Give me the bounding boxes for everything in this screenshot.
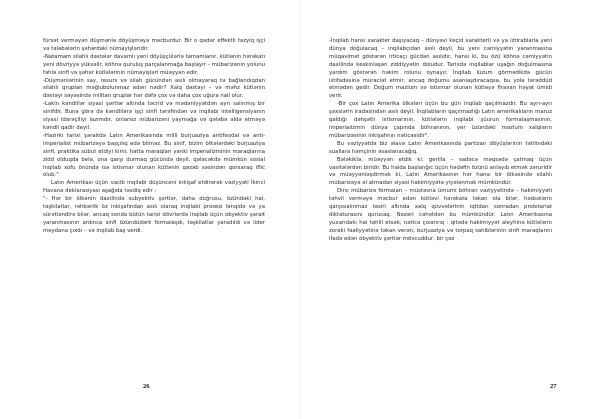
left-page-text-column (43, 38, 265, 236)
left-paragraph-5: -Hazırkı tarixi şəraitdə Latın Amerikasında milli burjuaziya antifeodal və anti-imperialist mübarizəyə başçılıq edə bilməz. Bu sinif, bizim ölkələrdəki burjuaziya sinfi, praktika sübut etdiyi kimi, hətta maraqları yanki imperializminin maraqlarına zidd olduqda belə, ona qarşı durmaq gücündə deyil, qələcəkdə mümkün sosial inqilab xofu önündə isə istismar olunan kütlənin qəzəb səsindən qorxaraq iflic olub." (43, 132, 265, 179)
right-paragraph-3: Bu vəziyyətdə biz əlavə Latın Amerikasında partizan döyüşlərinin tətilindəki suallara həmçinin əsaslanacağıq. (329, 140, 552, 155)
right-paragraph-4: Bələkiklə, müəyyən etdik ki, gerilla – sadəcə məqsədə çatmaq üçün vasitələrdən biridir. Bu halda başlanğıc üçün hədəfin özünü anlayıb etmək zəruridir və müəyyənləşdirmək ki, Latın Amerikasının hər hansı bir ölkəsində silahlı mübarizəyə əl atmadan siyasi hakimiyyətə yiyələnmək mümkündür. (329, 156, 552, 187)
left-paragraph-4: -Lakin kəndlilər siyasi şərtlər altında təcrid və mədəniyyətdən ayrı salınmış bir sinifdir. Buna görə də kəndlilərə işçi sinfi tərəfindən və inqilabi intelligensiyanın siyasi idarəçiliyi lazımdır, onlarsız mübarizəni yaymağa və qələbə əldə etməyə kəndli qadir deyil. (43, 101, 265, 131)
left-paragraph-1: fürsət verməyən düşmənlə döyüşməyə məcburdur. Bir o qədər effektli təzyiq işçi və tələbələrin şəhərdəki nümayişləridir. (43, 38, 265, 52)
left-paragraph-2: -Natamam silahlı dəstələr davamlı yeni döyüşçülərlə tamamlanır, kütlənin hərəkatı yeni dövriyyə yüksəlir, köhnə quruluş parçalanmağa başlayır – mübarizənin yolunu fəhlə sinfi və şəhər kütlələrinin nümayişləri müəyyən edir. (43, 53, 265, 76)
left-paragraph-3: -Düşmənlərinin say, resurs və silah gücündən asılı olmayaraq tə bağlandıqdan silahlı qruplan məğlubolunmaz edən nədir? Xalq dəstəyi – və məhz kütlənin dəstəyi səyəsində militan qruplar hər dəfə çox və daha çox uğura nail olur. (43, 77, 265, 100)
right-paragraph-5: Dinc mübarizə formaları – müstəsna ümumi böhran vəziyyətində – hakimiyyəti təhvil verməyə məcbur edən kütləvi hərəkata təkan ola bilər, hədsələrin qarşısıalınmaz təsiri altında xalq qüvvələrinin iqtidarı sonradan proletariat diktaturasını qurucaq. Nəzəri cəhətdən bu mümkündür. Latın Amerikasına yuxarıdakı hal təhlil etsək, nəticə çıxarırıq : qitədə hakimiyyət aleyhinə kütlələrin zoraki fəaliyyətinə təkan verən, burjuaziya və torpaq sahiblərinin sinfi maraqlarını ifadə edən obyektiv şərtlər mövcuddur, bir çox (329, 188, 552, 242)
left-paragraph-7: "- Hər bir ölkənin daxilində subyektiv şərtlər, daha doğrusu, özündəki hal, təşkilatlar, rəhbərlik öz inkişafından asılı olaraq inqilabi prosesi lənqidə və ya sürətləndirə bilər, ancaq sonda bütün tarixi dövrlərdə inqilab üçün obyektiv şərait yaranmasının ardınca sinfi özündüdərk formalaşdı, təşkilatlar yaradıldı və lider meydana çıxdı – və inqilab baş verdi. (43, 196, 265, 234)
right-page-number: 27 (550, 383, 557, 390)
right-page (300, 0, 600, 419)
right-page-text-column (329, 38, 552, 244)
right-paragraph-1: -İnqilab hansı xarakter daşıyacaq – dünyəvi keçid xarakterli və ya iztirablarla yeni dünya doğulacaq – inqilabçıdan asılı deyil, bu yeni cəmiyyətin yaranmasına müqavimət göstərən irticaçı gücdən asılıdır, hansı ki, bu özü köhnə cəmiyyətin daxilində keskinləşən ziddiyyətin doludur. Tarixdə inqilablar uşağın doğulmasına yardım göstərən həkim rolunu oynayır. İnqilab lüzum görmədikdə gücün istifadəsinə müraciət etmir, ancaq doğumu asanlaşdıracaqsa, bu yola tərəddüd etmədən gedir. Doğum mazlum və istismar olunan kütləyə firavan həyat ümidi verir. (329, 38, 552, 100)
right-paragraph-2: -Bir çox Latın Amerika ölkələri üçün bu gün inqilab qaçılmazdır. Bu ayrı-ayrı şəxslərin iradəsindən asılı deyil. İnqilabların qaçılmazlığı Latın amerikalıların maruz qaldığı dəhşətli istismarının, kütlələrin inqilabi şüurun formalaşmasının, imperializmin dünya çapında böhranının, yer üzündəki məzlum xalqların mübarizəsinin inkişafının nəticəsidir". (329, 101, 552, 139)
left-page-number: 26 (143, 383, 150, 390)
left-paragraph-6: Latın Amerikası üçün vacib inqilabi düşüncəni inkişaf etdirərək vəziyyəti İkinci Havana deklarasiyası aşağıda təsdiq edir : (43, 180, 265, 195)
